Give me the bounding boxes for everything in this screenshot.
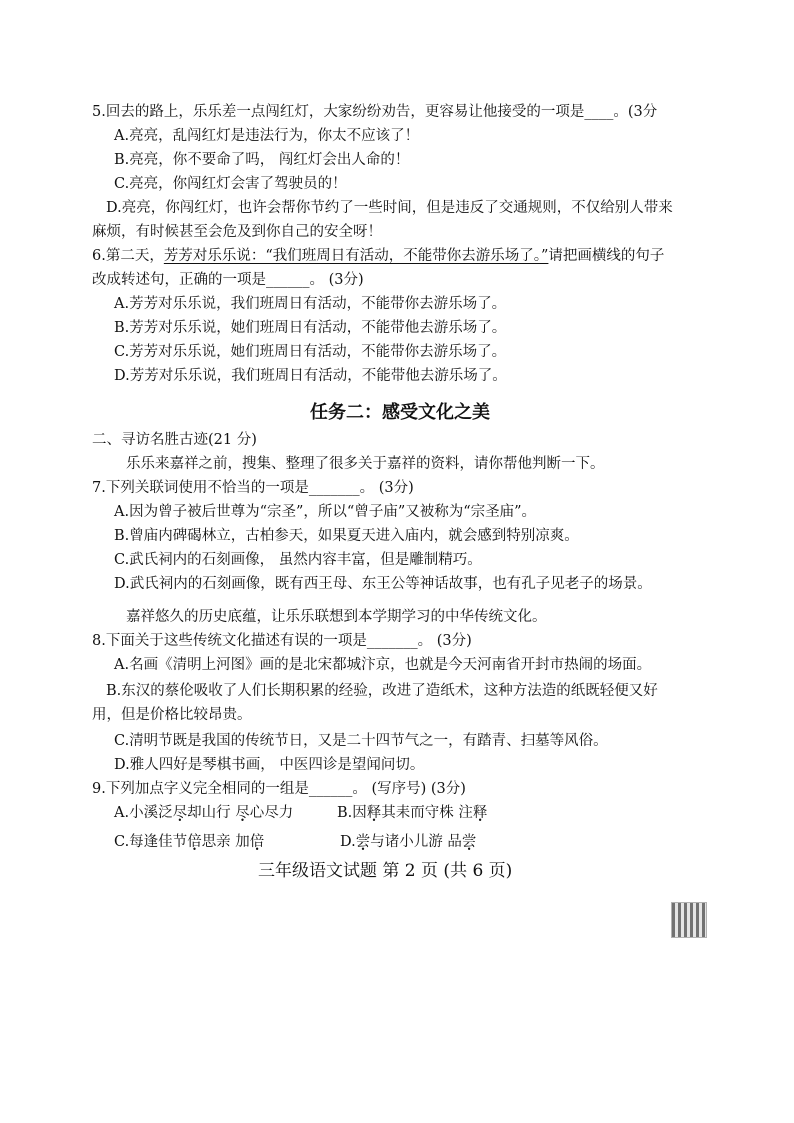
q9-option-b <box>337 804 487 822</box>
q9-d-text-mid: 与诸小儿游 品 <box>370 834 462 850</box>
q7-option-c: C.武氏祠内的石刻画像， 虽然内容丰富，但是雕制精巧。 <box>114 552 482 568</box>
q8-option-b-line1: B.东汉的蔡伦吸收了人们长期积累的经验，改进了造纸术，这种方法造的纸既轻便又好 <box>106 683 658 699</box>
q6-option-b: B.芳芳对乐乐说，她们班周日有活动，不能带他去游乐场了。 <box>114 320 507 336</box>
q9-option-c <box>114 833 264 851</box>
q8-stem: 8.下面关于这些传统文化描述有误的一项是_______。 (3分) <box>92 633 472 649</box>
q9-a-text-mid: 却山行 <box>187 805 236 821</box>
q9-a-dotted-char-2: 尽 <box>235 805 250 821</box>
q9-a-dotted-char-1: 尽 <box>172 805 188 821</box>
qr-code-stamp <box>671 902 707 938</box>
q9-option-d <box>340 833 476 851</box>
q7-option-b: B.曾庙内碑碣林立，古柏参天，如果夏天进入庙内，就会感到特别凉爽。 <box>114 528 579 544</box>
section2-heading: 二、寻访名胜古迹(21 分) <box>92 432 257 448</box>
q7-option-d: D.武氏祠内的石刻画像，既有西王母、东王公等神话故事，也有孔子见老子的场景。 <box>114 576 652 592</box>
q9-c-text: C.每逢佳节 <box>114 834 188 850</box>
q9-b-dotted-char-1: 释 <box>366 805 382 821</box>
q8-option-a: A.名画《清明上河图》画的是北宋都城汴京，也就是今天河南省开封市热闹的场面。 <box>114 657 652 673</box>
q6-suffix: 请把画横线的句子 <box>548 248 665 264</box>
q6-option-a: A.芳芳对乐乐说，我们班周日有活动，不能带你去游乐场了。 <box>114 296 507 312</box>
q9-a-text-end: 心尽力 <box>249 805 294 821</box>
page-footer: 三年级语文试题 第 2 页 (共 6 页) <box>258 861 513 881</box>
q6-prefix: 6.第二天， <box>92 248 164 264</box>
q6-stem-line2: 改成转述句，正确的一项是______。 (3分) <box>92 272 364 288</box>
q9-stem: 9.下列加点字义完全相同的一组是______。 (写序号) (3分) <box>92 781 466 797</box>
q9-option-a <box>114 804 293 822</box>
q9-c-text-mid: 思亲 加 <box>201 834 250 850</box>
q5-option-d-line2: 麻烦，有时候甚至会危及到你自己的安全呀！ <box>92 224 382 240</box>
q9-d-dotted-char-1: 尝 <box>355 834 371 850</box>
q9-d-dotted-char-2: 尝 <box>461 834 477 850</box>
q5-option-a: A.亮亮，乱闯红灯是违法行为，你太不应该了！ <box>114 128 420 144</box>
q9-d-text: D. <box>340 834 356 850</box>
task2-title: 任务二：感受文化之美 <box>310 402 490 423</box>
q8-option-c: C.清明节既是我国的传统节日，又是二十四节气之一，有踏青、扫墓等风俗。 <box>114 733 608 749</box>
intro-paragraph-1: 乐乐来嘉祥之前，搜集、整理了很多关于嘉祥的资料，请你帮他判断一下。 <box>126 456 605 472</box>
q7-stem: 7.下列关联词使用不恰当的一项是_______。 (3分) <box>92 480 414 496</box>
q9-c-dotted-char-1: 倍 <box>187 834 202 850</box>
q6-option-c: C.芳芳对乐乐说，她们班周日有活动，不能带你去游乐场了。 <box>114 344 507 360</box>
q7-option-a: A.因为曾子被后世尊为“宗圣”，所以“曾子庙”又被称为“宗圣庙”。 <box>114 504 537 520</box>
q6-stem <box>92 247 664 265</box>
q5-stem: 5.回去的路上，乐乐差一点闯红灯，大家纷纷劝告，更容易让他接受的一项是____。(3分 <box>92 104 658 120</box>
q9-c-dotted-char-2: 倍 <box>249 834 265 850</box>
q5-option-d-line1: D.亮亮，你闯红灯，也许会帮你节约了一些时间，但是违反了交通规则，不仅给别人带来 <box>106 200 673 216</box>
q9-b-text: B.因 <box>337 805 367 821</box>
q9-b-text-mid: 其耒而守株 注 <box>381 805 473 821</box>
q6-option-d: D.芳芳对乐乐说，我们班周日有活动，不能带他去游乐场了。 <box>114 368 507 384</box>
q5-option-c: C.亮亮，你闯红灯会害了驾驶员的！ <box>114 176 347 192</box>
q8-option-d: D.雅人四好是琴棋书画， 中医四诊是望闻问切。 <box>114 757 425 773</box>
q9-b-dotted-char-2: 释 <box>472 805 488 821</box>
intro-paragraph-2: 嘉祥悠久的历史底蕴，让乐乐联想到本学期学习的中华传统文化。 <box>126 609 547 625</box>
q5-option-b: B.亮亮，你不要命了吗， 闯红灯会出人命的！ <box>114 152 410 168</box>
q9-a-text: A.小溪泛 <box>114 805 173 821</box>
q6-underlined-sentence: 芳芳对乐乐说：“我们班周日有活动，不能带你去游乐场了。” <box>163 248 549 264</box>
q8-option-b-line2: 用，但是价格比较昂贵。 <box>92 707 252 723</box>
